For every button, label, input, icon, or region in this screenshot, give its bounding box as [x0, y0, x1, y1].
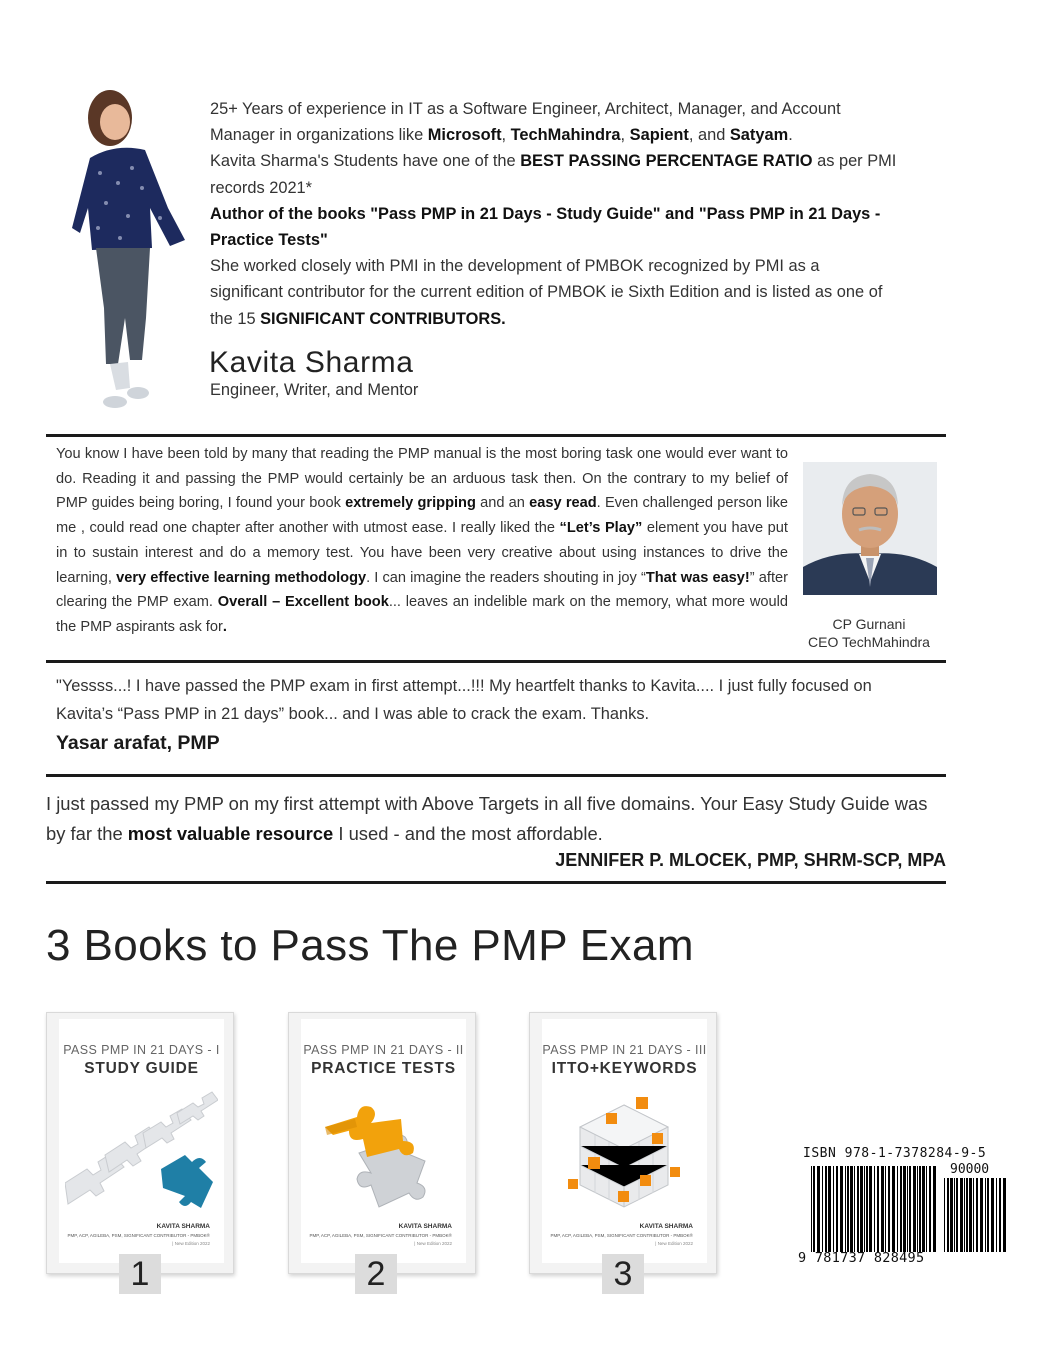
barcode-bar	[926, 1166, 927, 1252]
bio-line: She worked closely with PMI in the development of PMBOK recognized by PMI as a	[210, 257, 820, 276]
barcode-bar	[850, 1166, 853, 1252]
barcode-bar	[919, 1166, 921, 1252]
barcode-bar	[833, 1166, 834, 1252]
testimonial-jennifer-author: JENNIFER P. MLOCEK, PMP, SHRM-SCP, MPA	[555, 850, 946, 870]
author-photo	[70, 88, 198, 410]
barcode-bar	[881, 1166, 884, 1252]
author-bio	[210, 96, 940, 332]
bio-line: the 15 SIGNIFICANT CONTRIBUTORS.	[210, 309, 506, 328]
barcode-bar	[1003, 1178, 1006, 1252]
book-author: KAVITA SHARMA	[398, 1223, 452, 1230]
book-title: ITTO+KEYWORDS	[551, 1060, 698, 1077]
testimonial-cp-author	[788, 615, 950, 651]
book-credentials: PMP, ACP, AGILEBA, PSM, SIGNIFICANT CONTRIBUTOR - PMBOK®	[550, 1233, 693, 1238]
barcode-bar	[888, 1166, 890, 1252]
barcode-bar	[857, 1166, 859, 1252]
cp-name: CP Gurnani	[832, 616, 906, 632]
barcode-bar	[845, 1166, 846, 1252]
book-title: STUDY GUIDE	[84, 1060, 199, 1077]
testimonial-yasar-text	[56, 673, 936, 728]
book-edition: | New Edition 2022	[172, 1241, 210, 1246]
cube-blocks-icon	[548, 1083, 701, 1218]
barcode-bar	[864, 1166, 865, 1252]
book-author: KAVITA SHARMA	[156, 1223, 210, 1230]
book-series: PASS PMP IN 21 DAYS - I	[63, 1043, 220, 1057]
barcode-bar	[980, 1178, 983, 1252]
book-cover-study-guide	[46, 1012, 234, 1274]
barcode-bar	[917, 1166, 918, 1252]
book-number-1: 1	[119, 1254, 161, 1294]
divider	[46, 660, 946, 663]
isbn-barcode	[811, 1166, 938, 1252]
barcode-bar	[825, 1166, 827, 1252]
barcode-digits: 9 781737 828495	[798, 1250, 925, 1266]
barcode-bar	[960, 1178, 963, 1252]
barcode-bar	[976, 1178, 978, 1252]
book-number-2: 2	[355, 1254, 397, 1294]
barcode-bar	[822, 1166, 823, 1252]
bio-line: Practice Tests"	[210, 231, 328, 250]
book-credentials: PMP, ACP, AGILEBA, PSM, SIGNIFICANT CONTRIBUTOR - PMBOK®	[309, 1233, 452, 1238]
barcode-bar	[933, 1166, 936, 1252]
testimonial-cp-text: You know I have been told by many that reading the PMP manual is the most boring task one would ever want to do. Reading it and passing the PMP would certainly be an arduous task then. On the contrary to my belief of PMP guides being boring, I found your book extremely gripping and an easy read. Even challenged person like me , could read one chapter after another with utmost ease. I really liked the “Let’s Play” element you have put in to sustain interest and do a memory test. You have been very creative about using instances to drive the learning, very effective learning methodology. I can imagine the readers shouting in joy “That was easy!” after clearing the PMP exam. Overall – Excellent book... leaves an indelible mark on the memory, what more would the PMP aspirants ask for.	[56, 446, 789, 635]
barcode-bar	[969, 1178, 972, 1252]
barcode-bar	[966, 1178, 968, 1252]
barcode-bar	[991, 1178, 994, 1252]
puzzle-chain-icon	[65, 1083, 218, 1218]
barcode-bar	[999, 1178, 1001, 1252]
book-edition: | New Edition 2022	[655, 1241, 693, 1246]
book-series: PASS PMP IN 21 DAYS - III	[542, 1043, 707, 1057]
barcode-bar	[956, 1178, 958, 1252]
barcode-bar	[869, 1166, 872, 1252]
barcode-bar	[944, 1178, 945, 1252]
barcode-bar	[996, 1178, 997, 1252]
divider	[46, 774, 946, 777]
isbn-label: ISBN 978-1-7378284-9-5	[803, 1146, 987, 1161]
barcode-bar	[985, 1178, 986, 1252]
testimonial-yasar-author: Yasar arafat, PMP	[56, 732, 220, 754]
barcode-bar	[913, 1166, 916, 1252]
author-name: Kavita Sharma	[209, 346, 414, 379]
barcode-bar	[854, 1166, 855, 1252]
barcode-bar	[973, 1178, 974, 1252]
barcode-bar	[954, 1178, 955, 1252]
barcode-bar	[897, 1166, 898, 1252]
barcode-bar	[817, 1166, 820, 1252]
bio-line: 25+ Years of experience in IT as a Software Engineer, Architect, Manager, and Account	[210, 100, 841, 118]
book-edition: | New Edition 2022	[414, 1241, 452, 1246]
barcode-bar	[987, 1178, 989, 1252]
bio-line: Kavita Sharma's Students have one of the BEST PASSING PERCENTAGE RATIO as per PMI	[210, 152, 897, 171]
testimonial-jennifer-text: I just passed my PMP on my first attempt with Above Targets in all five domains. Your Easy Study Guide was by far the most valuable resource I used - and the most affordable.	[46, 793, 928, 844]
barcode-bar	[840, 1166, 843, 1252]
price-barcode	[944, 1178, 1006, 1252]
cp-title: CEO TechMahindra	[808, 634, 930, 650]
barcode-bar	[964, 1178, 965, 1252]
barcode-bar	[885, 1166, 886, 1252]
yasar-line: "Yessss...! I have passed the PMP exam in first attempt...!!! My heartfelt thanks to Kavita.... I just fully focused on	[56, 677, 872, 695]
barcode-bar	[922, 1166, 925, 1252]
book-author: KAVITA SHARMA	[639, 1223, 693, 1230]
barcode-bar	[929, 1166, 931, 1252]
book-title: PRACTICE TESTS	[311, 1060, 456, 1077]
book-credentials: PMP, ACP, AGILEBA, PSM, SIGNIFICANT CONTRIBUTOR - PMBOK®	[67, 1233, 210, 1238]
bio-line: Manager in organizations like Microsoft, TechMahindra, Sapient, and Satyam.	[210, 126, 793, 145]
puzzle-pieces-icon	[307, 1083, 460, 1218]
price-code: 90000	[950, 1162, 990, 1177]
barcode-bar	[892, 1166, 895, 1252]
barcode-bar	[811, 1166, 812, 1252]
barcode-bar	[877, 1166, 879, 1252]
bio-line: records 2021*	[210, 178, 313, 197]
barcode-bar	[828, 1166, 831, 1252]
bio-line: Author of the books "Pass PMP in 21 Days - Study Guide" and "Pass PMP in 21 Days -	[210, 204, 881, 223]
barcode-bar	[909, 1166, 911, 1252]
barcode-bar	[900, 1166, 902, 1252]
book-cover-itto-keywords	[529, 1012, 717, 1274]
barcode-bar	[866, 1166, 868, 1252]
cp-gurnani-photo	[803, 462, 937, 595]
books-section-title: 3 Books to Pass The PMP Exam	[46, 921, 694, 970]
barcode-bar	[847, 1166, 849, 1252]
barcode-bar	[813, 1166, 815, 1252]
barcode-bar	[903, 1166, 906, 1252]
barcode-bar	[907, 1166, 908, 1252]
barcode-bar	[874, 1166, 875, 1252]
author-role: Engineer, Writer, and Mentor	[210, 381, 419, 399]
bio-line: significant contributor for the current edition of PMBOK ie Sixth Edition and is listed as one of	[210, 283, 883, 302]
yasar-line: Kavita’s “Pass PMP in 21 days” book... and I was able to crack the exam. Thanks.	[56, 704, 650, 723]
book-number-3: 3	[602, 1254, 644, 1294]
barcode-bar	[950, 1178, 953, 1252]
divider	[46, 434, 946, 437]
book-series: PASS PMP IN 21 DAYS - II	[303, 1043, 464, 1057]
barcode-bar	[860, 1166, 863, 1252]
book-cover-practice-tests	[288, 1012, 476, 1274]
divider	[46, 881, 946, 884]
barcode-bar	[836, 1166, 838, 1252]
barcode-bar	[947, 1178, 949, 1252]
